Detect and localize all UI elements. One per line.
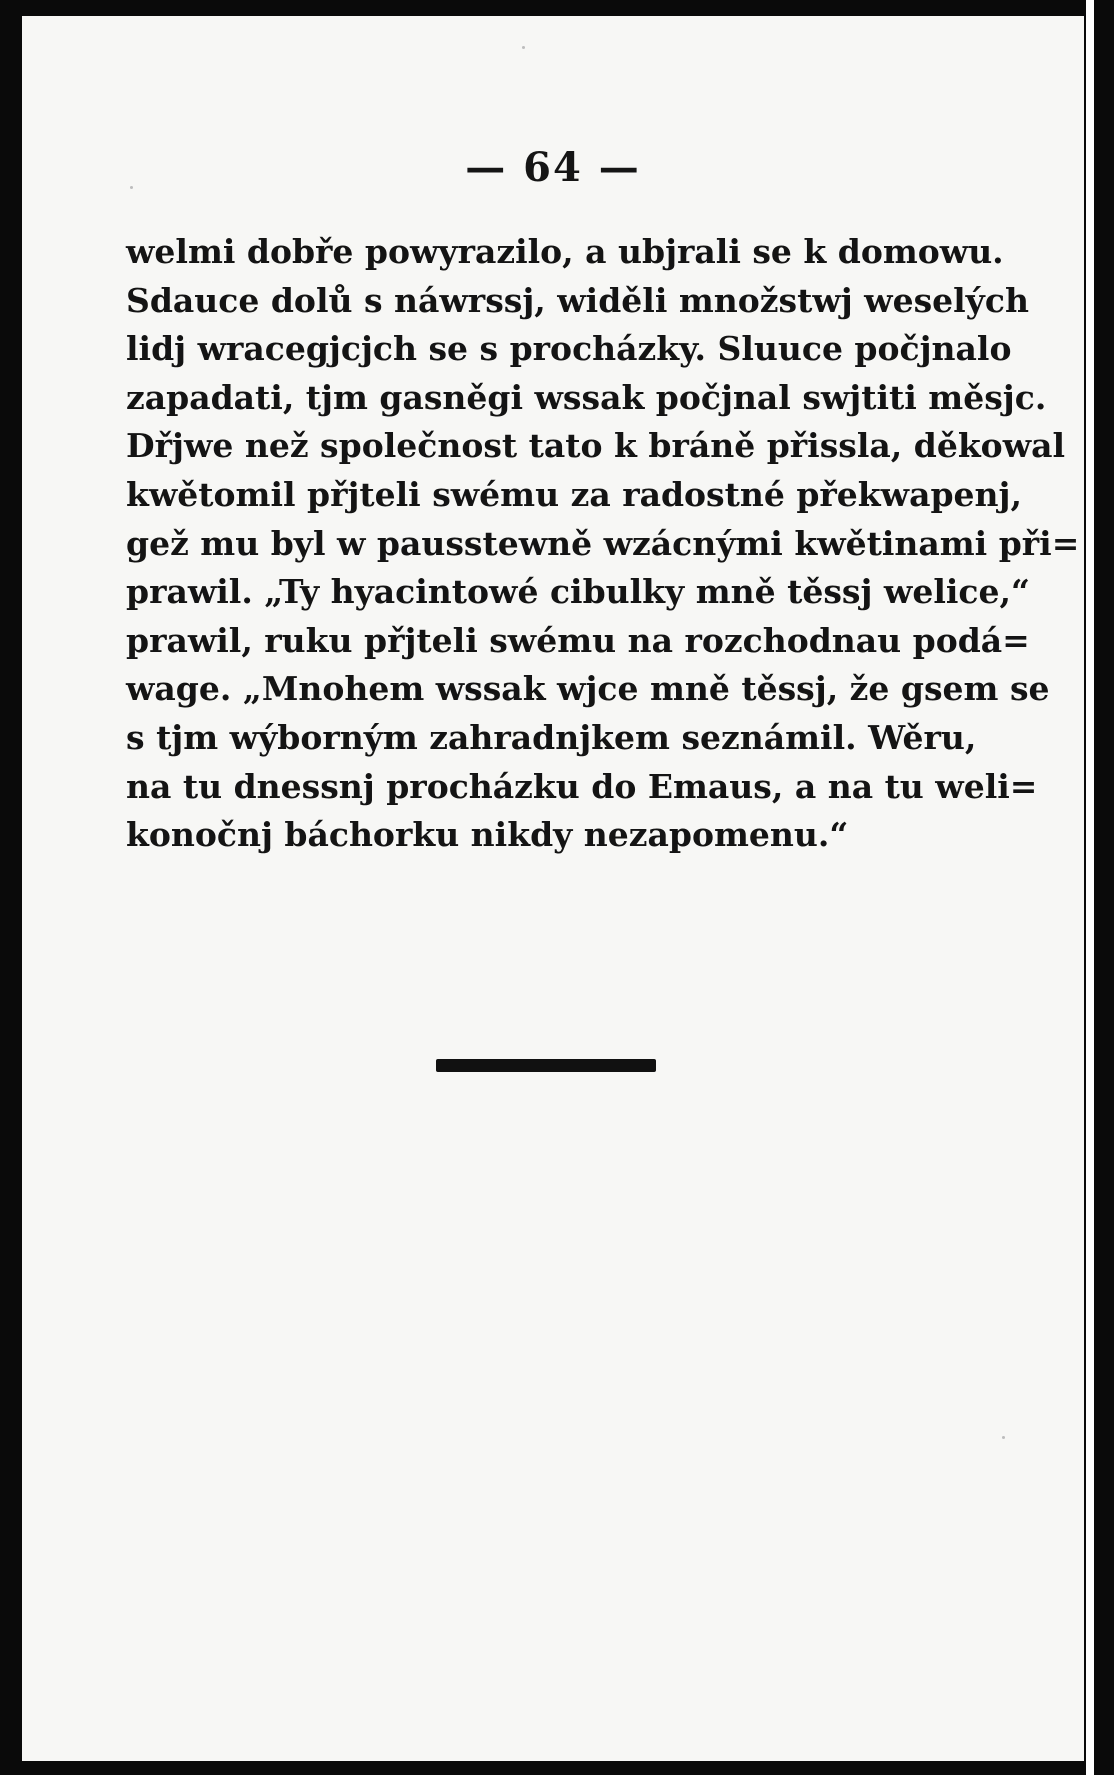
text-line: lidj wracegjcjch se s procházky. Sluuce počjnalo	[126, 329, 1012, 369]
book-page	[22, 16, 1084, 1761]
paper-speck	[1002, 1436, 1005, 1439]
text-line: s tjm wýborným zahradnjkem seznámil. Wěru,	[126, 717, 977, 757]
text-line: zapadati, tjm gasněgi wssak počjnal swjtiti měsjc.	[126, 377, 1047, 417]
page-edge	[1086, 0, 1094, 1775]
text-line: welmi dobře powyrazilo, a ubjrali se k domowu.	[126, 232, 1004, 271]
body-text	[126, 228, 1080, 860]
paper-speck	[522, 46, 525, 49]
text-line: prawil, ruku přjteli swému na rozchodnau podá=	[126, 620, 1030, 660]
scan-border	[1094, 0, 1114, 1775]
text-line: kwětomil přjteli swému za radostné překwapenj,	[126, 474, 1022, 514]
text-line: na tu dnessnj procházku do Emaus, a na tu weli=	[126, 766, 1038, 806]
text-line: Dřjwe než společnost tato k bráně přissla, děkowal	[126, 426, 1066, 466]
page-number: — 64 —	[465, 144, 641, 191]
text-line: prawil. „Ty hyacintowé cibulky mně těssj welice,“	[126, 572, 1030, 612]
text-line: konočnj báchorku nikdy nezapomenu.“	[126, 815, 849, 855]
text-line: Sdauce dolů s náwrssj, widěli množstwj weselých	[126, 280, 1029, 320]
text-line: gež mu byl w pausstewně wzácnými kwětinami při=	[126, 523, 1080, 563]
paper-speck	[130, 186, 133, 189]
text-line: wage. „Mnohem wssak wjce mně těssj, že gsem se	[126, 669, 1050, 709]
section-divider-rule	[436, 1059, 656, 1072]
